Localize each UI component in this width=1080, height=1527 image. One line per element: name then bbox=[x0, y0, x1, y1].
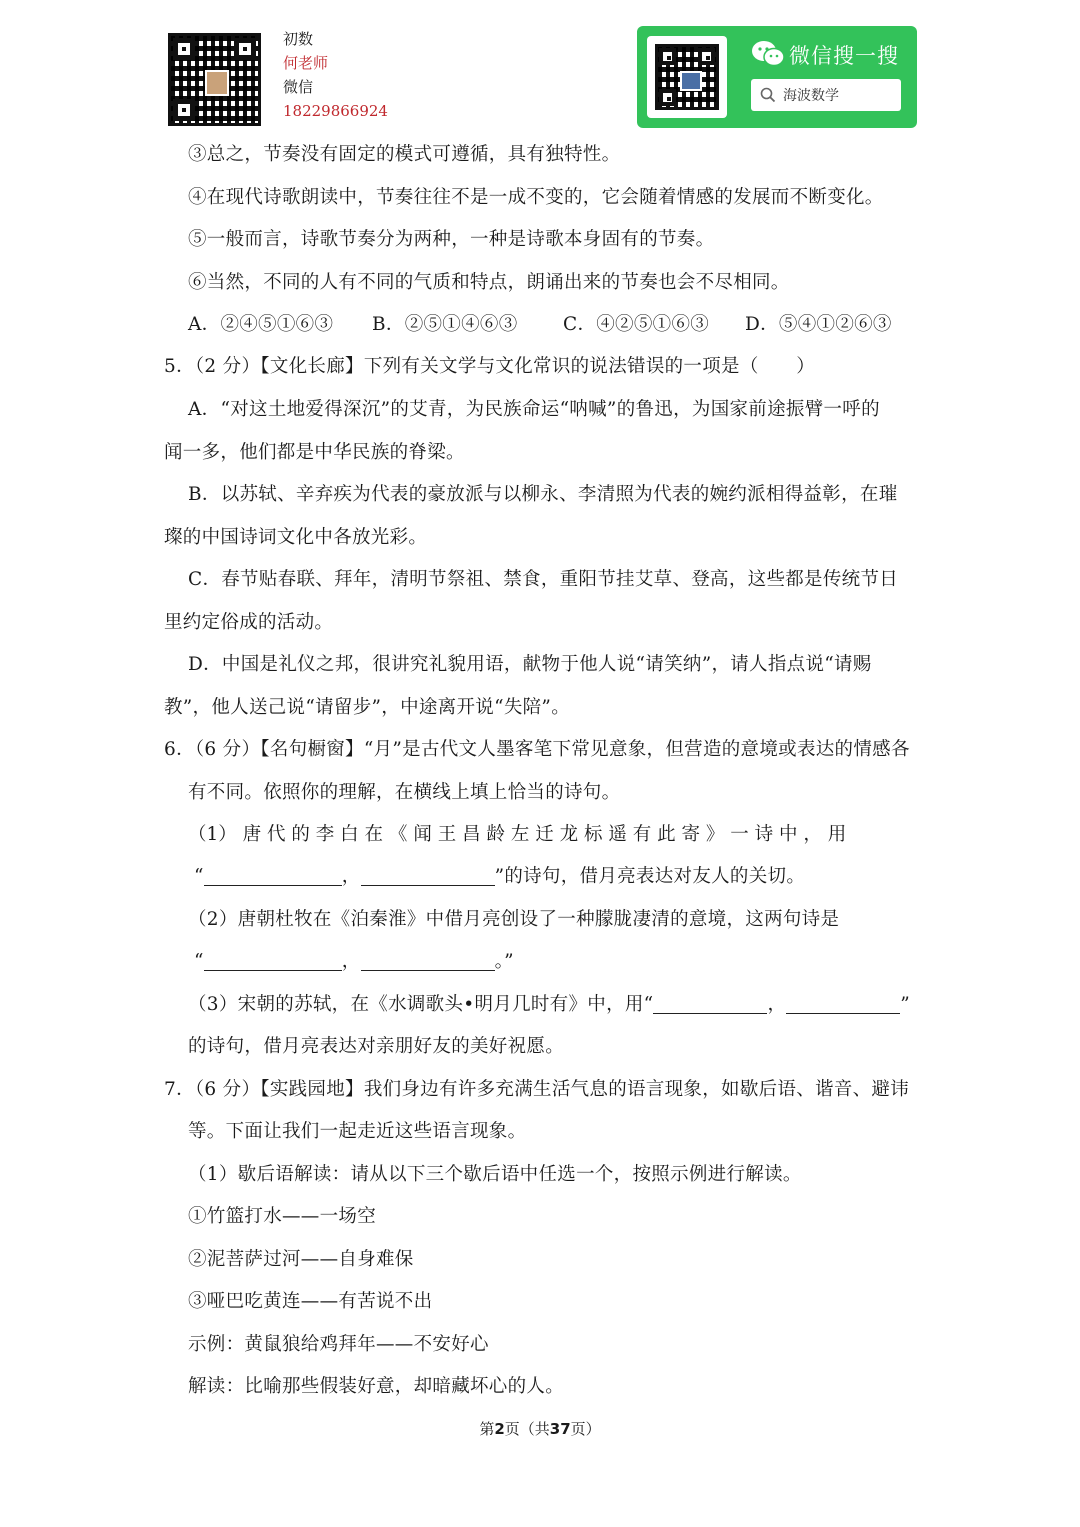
teacher-info bbox=[283, 27, 388, 123]
q6-part1-blanks: “ ， ”的诗句，借月亮表达对友人的关切。 bbox=[194, 866, 806, 887]
page-footer bbox=[0, 1418, 1080, 1439]
q5-option-c-line2: 里约定俗成的活动。 bbox=[164, 612, 334, 633]
q4-option-a: A．②④⑤①⑥③ bbox=[188, 314, 334, 335]
wechat-logo-icon bbox=[751, 40, 785, 68]
question-7-stem: 7．（6 分）【实践园地】我们身边有许多充满生活气息的语言现象，如歇后语、谐音、避讳 bbox=[164, 1079, 910, 1100]
xiehouyu-2: ②泥菩萨过河——自身难保 bbox=[188, 1249, 414, 1270]
teacher-qr-code bbox=[168, 33, 261, 126]
answer-blank[interactable] bbox=[361, 865, 495, 886]
question-6-stem: 6．（6 分）【名句橱窗】“月”是古代文人墨客笔下常见意象，但营造的意境或表达的情感各 bbox=[164, 739, 910, 760]
footer-suffix: 页） bbox=[570, 1420, 601, 1438]
question-7-stem-cont: 等。下面让我们一起走近这些语言现象。 bbox=[188, 1121, 527, 1142]
q6-part2-blanks: “ ， 。” bbox=[194, 951, 514, 972]
wechat-search-keyword: 海波数学 bbox=[783, 88, 839, 104]
interpretation-line: 解读：比喻那些假装好意，却暗藏坏心的人。 bbox=[188, 1376, 565, 1397]
q6-part3: （3）宋朝的苏轼，在《水调歌头•明月几时有》中，用“ ， ” bbox=[188, 994, 911, 1015]
wechat-search-banner[interactable] bbox=[637, 26, 917, 128]
q6-part3-text: （3）宋朝的苏轼，在《水调歌头•明月几时有》中，用“ bbox=[188, 994, 654, 1015]
answer-blank[interactable] bbox=[361, 950, 495, 971]
answer-blank[interactable] bbox=[786, 993, 900, 1014]
label-teacher-name: 何老师 bbox=[283, 54, 329, 72]
footer-page-number: 2 bbox=[494, 1420, 505, 1438]
q4-option-b: B．②⑤①④⑥③ bbox=[372, 314, 518, 335]
q5-option-d-line1: D．中国是礼仪之邦，很讲究礼貌用语，献物于他人说“请笑纳”，请人指点说“请赐 bbox=[188, 654, 872, 675]
question-6-stem-cont: 有不同。依照你的理解，在横线上填上恰当的诗句。 bbox=[188, 782, 621, 803]
question-5-stem: 5．（2 分）【文化长廊】下列有关文学与文化常识的说法错误的一项是（ ） bbox=[164, 356, 816, 377]
sentence-4: ④在现代诗歌朗读中，节奏往往不是一成不变的，它会随着情感的发展而不断变化。 bbox=[188, 187, 884, 208]
footer-prefix: 第 bbox=[479, 1420, 495, 1438]
q6-part1-tail: ”的诗句，借月亮表达对友人的关切。 bbox=[494, 866, 806, 887]
q6-part3-cont: 的诗句，借月亮表达对亲朋好友的美好祝愿。 bbox=[188, 1036, 565, 1057]
answer-blank[interactable] bbox=[204, 865, 342, 886]
q5-option-b-line2: 璨的中国诗词文化中各放光彩。 bbox=[164, 527, 428, 548]
q7-part1: （1）歇后语解读：请从以下三个歇后语中任选一个，按照示例进行解读。 bbox=[188, 1164, 802, 1185]
xiehouyu-1: ①竹篮打水——一场空 bbox=[188, 1206, 377, 1227]
q6-part1: （1） 唐 代 的 李 白 在 《 闻 王 昌 龄 左 迁 龙 标 遥 有 此 寄 》 一 诗 中 ， 用 bbox=[188, 824, 847, 845]
q5-option-d-line2: 教”，他人送己说“请留步”，中途离开说“失陪”。 bbox=[164, 697, 570, 718]
label-wechat: 微信 bbox=[283, 78, 314, 96]
wechat-search-title: 微信搜一搜 bbox=[789, 44, 899, 68]
wechat-search-input[interactable] bbox=[751, 79, 901, 111]
q4-option-d: D．⑤④①②⑥③ bbox=[745, 314, 892, 335]
q6-part2: （2）唐朝杜牧在《泊秦淮》中借月亮创设了一种朦胧凄清的意境，这两句诗是 bbox=[188, 909, 840, 930]
search-icon bbox=[760, 87, 776, 103]
footer-mid: 页（共 bbox=[504, 1420, 550, 1438]
answer-blank[interactable] bbox=[653, 993, 767, 1014]
sentence-3: ③总之，节奏没有固定的模式可遵循，具有独特性。 bbox=[188, 144, 621, 165]
q5-option-c-line1: C．春节贴春联、拜年，清明节祭祖、禁食，重阳节挂艾草、登高，这些都是传统节日 bbox=[188, 569, 899, 590]
q5-option-b-line1: B．以苏轼、辛弃疾为代表的豪放派与以柳永、李清照为代表的婉约派相得益彰，在璀 bbox=[188, 484, 898, 505]
wechat-qr-code bbox=[655, 44, 719, 110]
footer-total-pages: 37 bbox=[549, 1420, 571, 1438]
q5-option-a-line1: A．“对这土地爱得深沉”的艾青，为民族命运“呐喊”的鲁迅，为国家前途振臂一呼的 bbox=[188, 399, 880, 420]
wechat-qr-wrapper bbox=[647, 36, 727, 118]
label-chushu: 初数 bbox=[283, 30, 314, 48]
q4-option-c: C．④②⑤①⑥③ bbox=[563, 314, 710, 335]
q5-option-a-line2: 闻一多，他们都是中华民族的脊梁。 bbox=[164, 442, 465, 463]
label-phone: 18229866924 bbox=[283, 102, 388, 120]
sentence-6: ⑥当然，不同的人有不同的气质和特点，朗诵出来的节奏也会不尽相同。 bbox=[188, 272, 790, 293]
example-line: 示例：黄鼠狼给鸡拜年——不安好心 bbox=[188, 1334, 489, 1355]
sentence-5: ⑤一般而言，诗歌节奏分为两种，一种是诗歌本身固有的节奏。 bbox=[188, 229, 715, 250]
xiehouyu-3: ③哑巴吃黄连——有苦说不出 bbox=[188, 1291, 433, 1312]
answer-blank[interactable] bbox=[204, 950, 342, 971]
